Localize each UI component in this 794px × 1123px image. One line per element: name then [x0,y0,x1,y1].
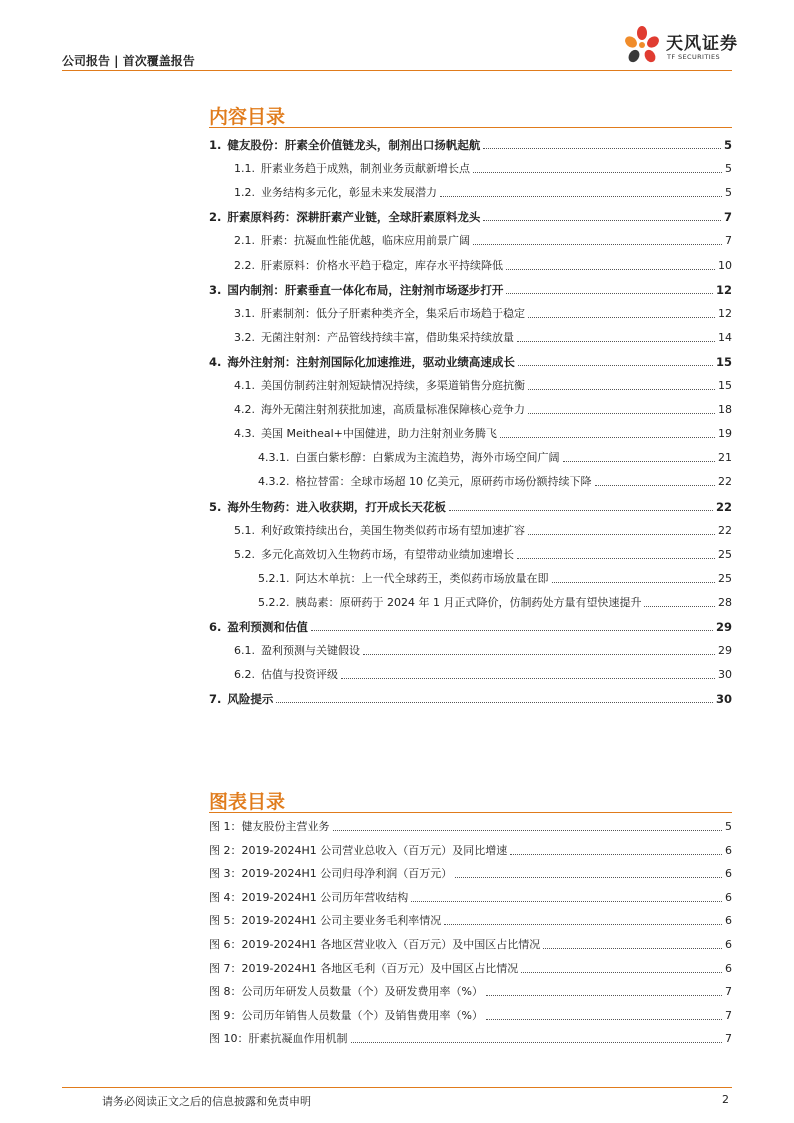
figure-entry-text: 图 3：2019-2024H1 公司归母净利润（百万元） [209,867,453,881]
toc-entry-number: 1.2. [234,186,255,200]
toc-entry-text: 胰岛素：原研药于 2024 年 1 月正式降价，仿制药处方量有望快速提升 [295,595,642,609]
figure-entry[interactable] [0,908,794,928]
toc-entry-text: 多元化高效切入生物药市场，有望带动业绩加速增长 [261,547,514,561]
toc-entry-page: 15 [715,354,732,369]
toc-entry-text: 估值与投资评级 [261,668,338,682]
toc-entry[interactable] [0,542,794,562]
figure-entry-text: 图 1：健友股份主营业务 [209,820,330,833]
toc-leader-dots [440,196,722,197]
figure-leader-dots [351,1042,723,1043]
toc-entry[interactable] [0,614,794,634]
toc-entry-number: 4.3.1. [258,451,290,465]
toc-entry-number: 6. [209,620,222,634]
figure-entry-page: 6 [725,961,732,975]
toc-leader-dots [483,148,721,149]
toc-entry-number: 5.1. [234,523,255,537]
toc-entry-page: 25 [718,571,732,585]
toc-entry-number: 5.2.2. [258,595,290,609]
toc-entry-text: 健友股份：肝素全价值链龙头，制剂出口扬帆起航 [227,138,481,152]
figure-entry[interactable] [0,814,794,834]
toc-leader-dots [517,341,715,342]
figure-entry-page: 7 [725,1008,732,1022]
logo-english-name: TF SECURITIES [667,53,721,61]
toc-entry[interactable] [0,638,794,658]
figure-entry-text: 图 10：肝素抗凝血作用机制 [209,1032,348,1046]
figure-entry[interactable] [0,979,794,999]
figure-leader-dots [510,854,722,855]
toc-entry[interactable] [0,228,794,248]
toc-entry-page: 12 [718,306,732,320]
toc-entry-page: 22 [718,523,732,537]
toc-leader-dots [528,413,715,414]
toc-entry-number: 3. [209,282,222,297]
page-number: 2 [722,1093,729,1106]
toc-entry[interactable] [0,518,794,538]
toc-entry-text: 肝素原料药：深耕肝素产业链，全球肝素原料龙头 [227,210,481,225]
toc-leader-dots [517,558,715,559]
toc-entry[interactable] [0,204,794,224]
figure-entry-page: 5 [725,820,732,833]
toc-entry[interactable] [0,325,794,345]
toc-entry-number: 5.2. [234,547,255,561]
toc-entry-number: 6.1. [234,644,255,658]
toc-entry-page: 5 [725,186,732,200]
toc-entry-page: 22 [715,499,732,514]
toc-entry[interactable] [0,373,794,393]
logo-chinese-name: 天风证券 [666,34,738,54]
toc-entry-number: 2. [209,210,222,225]
toc-entry[interactable] [0,253,794,273]
figure-entry-text: 图 9：公司历年销售人员数量（个）及销售费用率（%） [209,1008,483,1022]
header-divider [62,70,732,71]
figure-leader-dots [455,877,722,878]
toc-leader-dots [363,654,715,655]
toc-entry-page: 29 [715,620,732,634]
toc-entry-page: 18 [718,403,732,417]
figure-leader-dots [521,972,722,973]
toc-leader-dots [528,317,715,318]
figure-leader-dots [486,1019,722,1020]
toc-entry-page: 29 [718,644,732,658]
toc-entry-number: 4. [209,354,222,369]
toc-entry-number: 4.3.2. [258,475,290,489]
report-type-label: 公司报告 | 首次覆盖报告 [62,54,195,68]
toc-entry-text: 肝素原料：价格水平趋于稳定，库存水平持续降低 [261,258,503,272]
toc-entry-text: 海外生物药：进入收获期，打开成长天花板 [227,499,446,514]
figure-leader-dots [411,901,722,902]
toc-entry-page: 22 [718,475,732,489]
toc-entry[interactable] [0,180,794,200]
toc-entry-number: 1. [209,138,222,152]
toc-title-divider [209,127,732,128]
figure-entry[interactable] [0,885,794,905]
toc-leader-dots [506,269,715,270]
figure-entry-text: 图 8：公司历年研发人员数量（个）及研发费用率（%） [209,985,483,999]
toc-entry-text: 利好政策持续出台，美国生物类似药市场有望加速扩容 [261,523,525,537]
toc-leader-dots [506,293,713,294]
figure-entry-page: 6 [725,843,732,857]
toc-entry-page: 19 [718,427,732,441]
toc-entry-page: 7 [725,234,732,248]
figure-entry-page: 7 [725,1032,732,1046]
figure-entry-page: 6 [725,867,732,881]
toc-entry-text: 白蛋白紫杉醇：白紫成为主流趋势，海外市场空间广阔 [295,451,560,465]
figure-entry-page: 6 [725,938,732,951]
toc-entry[interactable] [0,277,794,297]
toc-entry-page: 10 [718,258,732,272]
toc-leader-dots [528,389,715,390]
toc-leader-dots [473,172,722,173]
toc-entry-number: 5.2.1. [258,571,290,585]
toc-entry-number: 3.1. [234,306,255,320]
toc-entry-page: 7 [723,210,732,225]
figure-entry-text: 图 5：2019-2024H1 公司主要业务毛利率情况 [209,914,442,928]
toc-entry[interactable] [0,494,794,514]
toc-leader-dots [311,630,713,631]
toc-entry-text: 无菌注射剂：产品管线持续丰富，借助集采持续放量 [261,330,514,344]
footer-disclaimer: 请务必阅读正文之后的信息披露和免责申明 [102,1095,311,1108]
toc-entry-number: 7. [209,692,222,707]
toc-leader-dots [528,534,715,535]
toc-entry-page: 5 [723,138,732,152]
figure-entry[interactable] [0,956,794,976]
toc-entry-text: 业务结构多元化，彰显未来发展潜力 [261,186,437,200]
footer-divider [62,1087,732,1088]
toc-entry[interactable] [0,662,794,682]
toc-entry-number: 4.2. [234,403,255,417]
toc-entry-page: 12 [715,282,732,297]
toc-leader-dots [483,220,721,221]
toc-entry-number: 4.3. [234,427,255,441]
figure-entry[interactable] [0,861,794,881]
toc-leader-dots [518,365,713,366]
toc-entry-number: 6.2. [234,668,255,682]
toc-entry[interactable] [0,349,794,369]
toc-entry-page: 15 [718,379,732,392]
toc-entry-text: 美国 Meitheal+中国健进，助力注射剂业务腾飞 [261,427,497,441]
figure-entry[interactable] [0,1026,794,1046]
toc-entry-page: 14 [718,330,732,344]
figure-entry-text: 图 6：2019-2024H1 各地区营业收入（百万元）及中国区占比情况 [209,938,541,951]
company-logo [622,24,737,70]
toc-entry[interactable] [0,686,794,706]
toc-entry-text: 海外无菌注射剂获批加速，高质量标准保障核心竞争力 [261,403,525,417]
toc-entry[interactable] [0,397,794,417]
figures-title: 图表目录 [209,791,286,813]
figures-title-divider [209,812,732,813]
figure-entry-page: 6 [725,890,732,904]
toc-entry-page: 28 [718,595,732,609]
figure-leader-dots [543,948,722,949]
toc-entry-text: 风险提示 [227,692,274,707]
figure-entry[interactable] [0,838,794,858]
flower-logo-icon [622,24,662,70]
toc-entry-text: 肝素：抗凝血性能优越，临床应用前景广阔 [261,234,470,248]
toc-leader-dots [595,485,716,486]
figure-entry-text: 图 2：2019-2024H1 公司营业总收入（百万元）及同比增速 [209,843,508,857]
toc-entry-number: 5. [209,499,222,514]
toc-entry[interactable] [0,132,794,152]
toc-leader-dots [644,606,715,607]
toc-entry-text: 盈利预测与关键假设 [261,644,360,658]
toc-entry-text: 肝素业务趋于成熟，制剂业务贡献新增长点 [261,162,470,176]
toc-entry-text: 肝素制剂：低分子肝素种类齐全，集采后市场趋于稳定 [261,306,525,320]
toc-entry-page: 5 [725,162,732,176]
toc-entry-text: 海外注射剂：注射剂国际化加速推进，驱动业绩高速成长 [227,354,515,369]
toc-entry[interactable] [0,301,794,321]
toc-entry[interactable] [0,566,794,586]
toc-entry[interactable] [0,156,794,176]
toc-leader-dots [276,702,713,703]
toc-entry-page: 25 [718,547,732,561]
figure-entry[interactable] [0,932,794,952]
toc-leader-dots [473,244,722,245]
toc-entry[interactable] [0,590,794,610]
toc-entry[interactable] [0,421,794,441]
figure-entry-text: 图 4：2019-2024H1 公司历年营收结构 [209,890,409,904]
figure-entry-page: 7 [725,985,732,999]
toc-entry-text: 美国仿制药注射剂短缺情况持续，多渠道销售分庭抗衡 [261,379,525,392]
toc-leader-dots [449,510,713,511]
figure-entry[interactable] [0,1003,794,1023]
toc-entry-page: 30 [718,668,732,682]
toc-entry[interactable] [0,469,794,489]
toc-leader-dots [552,582,716,583]
toc-entry-text: 盈利预测和估值 [227,620,308,634]
toc-leader-dots [563,461,716,462]
toc-entry-number: 3.2. [234,330,255,344]
figure-leader-dots [486,995,722,996]
toc-leader-dots [341,678,715,679]
toc-entry-number: 2.2. [234,258,255,272]
toc-entry-text: 国内制剂：肝素垂直一体化布局，注射剂市场逐步打开 [227,282,504,297]
toc-title: 内容目录 [209,106,286,128]
figure-leader-dots [444,924,722,925]
toc-entry-text: 阿达木单抗：上一代全球药王，类似药市场放量在即 [295,571,549,585]
toc-entry-page: 21 [718,451,732,465]
toc-leader-dots [500,437,715,438]
toc-entry-number: 4.1. [234,379,255,392]
figure-leader-dots [333,830,723,831]
toc-entry-number: 2.1. [234,234,255,248]
toc-entry-number: 1.1. [234,162,255,176]
toc-entry-page: 30 [715,692,732,707]
toc-entry-text: 格拉替雷：全球市场超 10 亿美元，原研药市场份额持续下降 [295,475,592,489]
toc-entry[interactable] [0,445,794,465]
figure-entry-text: 图 7：2019-2024H1 各地区毛利（百万元）及中国区占比情况 [209,961,519,975]
figure-entry-page: 6 [725,914,732,928]
